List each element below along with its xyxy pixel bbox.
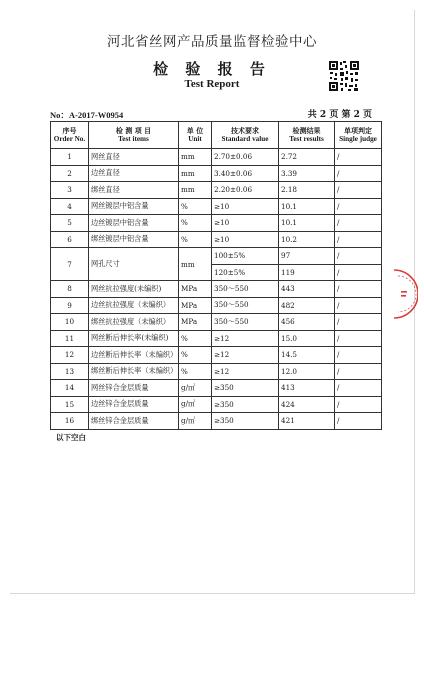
header-standard-value: 技术要求 Standard value <box>212 122 279 149</box>
header-single-judge: 单项判定 Single judge <box>335 122 382 149</box>
report-number: No：A-2017-W0954 <box>50 110 124 120</box>
table-row: 3 绑丝直径 mm 2.20±0.06 2.18 / <box>51 182 382 199</box>
table-row: 7 网孔尺寸 mm 100±5% 97 / <box>51 248 382 265</box>
seal-stamp-icon <box>392 268 418 320</box>
table-row: 15 边丝锌合金层质量 g/㎡ ≥350 424 / <box>51 396 382 413</box>
table-row: 10 绑丝抗拉强度（未编织） MPa 350～550 456 / <box>51 314 382 331</box>
report-title-cn: 检 验 报 告 <box>153 60 271 78</box>
table-row: 4 网丝镀层中铝含量 % ≥10 10.1 / <box>51 198 382 215</box>
table-row: 1 网丝直径 mm 2.70±0.06 2.72 / <box>51 149 382 166</box>
table-row: 5 边丝镀层中铝含量 % ≥10 10.1 / <box>51 215 382 232</box>
table-row: 13 绑丝断后伸长率（未编织） % ≥12 12.0 / <box>51 363 382 380</box>
report-title-en: Test Report <box>184 78 240 90</box>
header-order-no: 序号 Order No. <box>51 122 89 149</box>
org-name: 河北省丝网产品质量监督检验中心 <box>107 34 317 50</box>
table-header-row <box>51 122 382 149</box>
table-row: 11 网丝断后伸长率(未编织) % ≥12 15.0 / <box>51 330 382 347</box>
header-test-results: 检测结果 Test results <box>279 122 335 149</box>
table-row: 120±5% 119 / <box>51 264 382 281</box>
blank-below-note: 以下空白 <box>56 433 86 442</box>
qr-code-icon <box>328 60 360 92</box>
header-unit: 单 位 Unit <box>179 122 212 149</box>
table-row: 14 网丝锌合金层质量 g/㎡ ≥350 413 / <box>51 380 382 397</box>
table-row: 2 边丝直径 mm 3.40±0.06 3.39 / <box>51 165 382 182</box>
table-row: 8 网丝抗拉强度(未编织) MPa 350～550 443 / <box>51 281 382 298</box>
table-row: 6 绑丝镀层中铝含量 % ≥10 10.2 / <box>51 231 382 248</box>
table-row: 9 边丝抗拉强度（未编织） MPa 350～550 482 / <box>51 297 382 314</box>
table-row: 12 边丝断后伸长率（未编织） % ≥12 14.5 / <box>51 347 382 364</box>
header-test-items: 检 测 项 目 Test items <box>89 122 179 149</box>
page-info: 共 2 页 第 2 页 <box>307 110 372 120</box>
table-row: 16 绑丝锌合金层质量 g/㎡ ≥350 421 / <box>51 413 382 430</box>
test-results-table <box>50 121 382 430</box>
